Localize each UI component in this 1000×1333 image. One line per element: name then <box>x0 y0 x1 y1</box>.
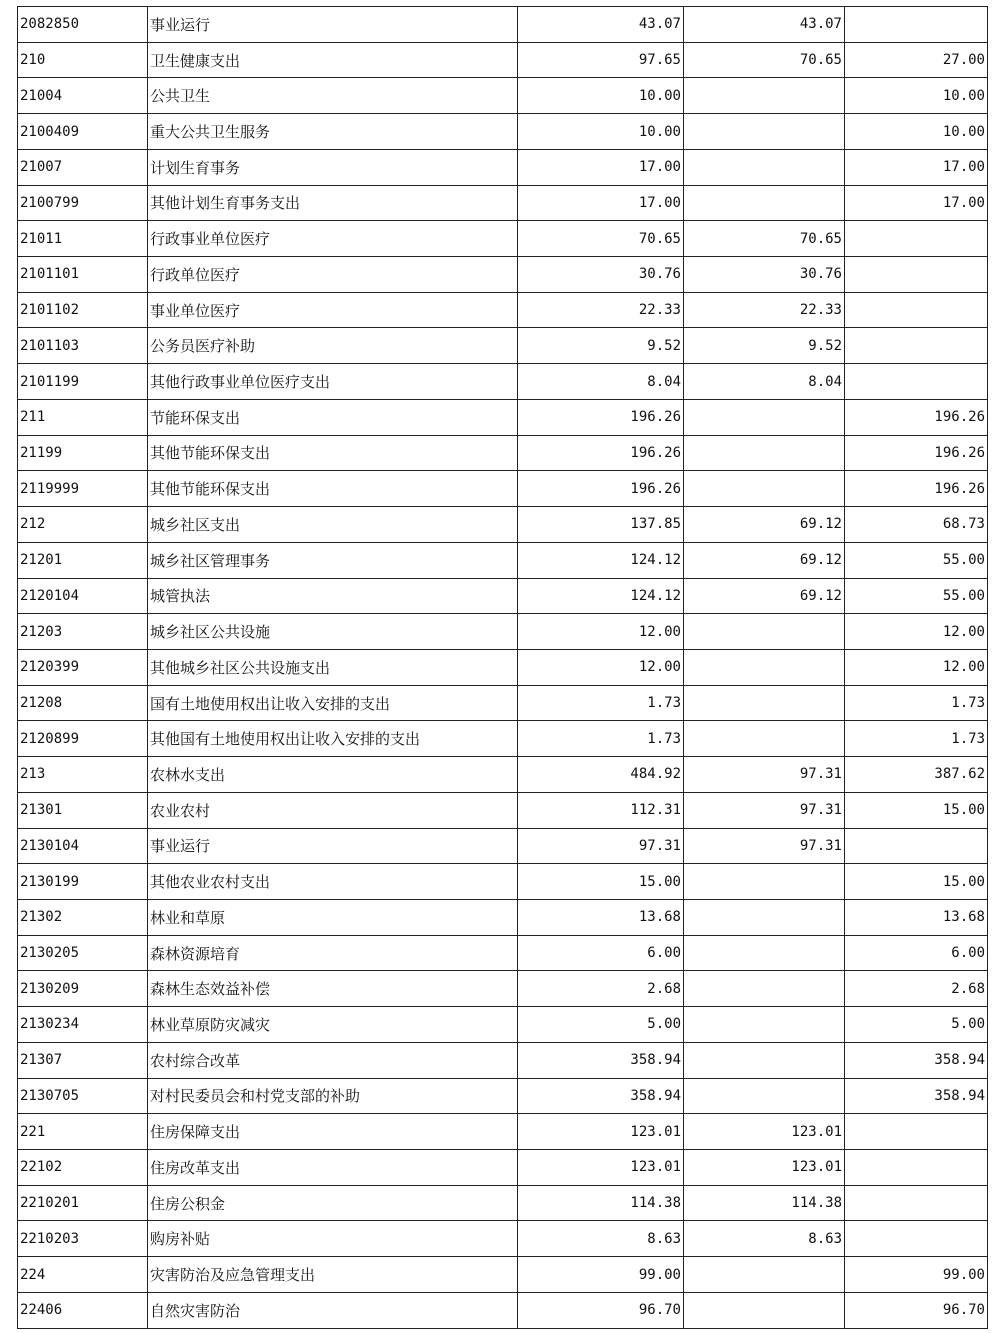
total-amount-cell: 10.00 <box>518 114 684 150</box>
subject-code-cell: 21004 <box>18 78 148 114</box>
subject-name-cell: 其他城乡社区公共设施支出 <box>148 649 518 685</box>
total-amount-cell: 124.12 <box>518 578 684 614</box>
project-expenditure-cell <box>845 1150 988 1186</box>
basic-expenditure-cell: 114.38 <box>684 1185 845 1221</box>
total-amount-cell: 17.00 <box>518 149 684 185</box>
subject-name-cell: 其他节能环保支出 <box>148 435 518 471</box>
basic-expenditure-cell: 8.04 <box>684 364 845 400</box>
total-amount-cell: 10.00 <box>518 78 684 114</box>
total-amount-cell: 43.07 <box>518 7 684 43</box>
basic-expenditure-cell <box>684 399 845 435</box>
subject-name-cell: 林业和草原 <box>148 899 518 935</box>
project-expenditure-cell: 2.68 <box>845 971 988 1007</box>
basic-expenditure-cell <box>684 149 845 185</box>
table-row <box>18 399 988 435</box>
basic-expenditure-cell: 97.31 <box>684 757 845 793</box>
total-amount-cell: 124.12 <box>518 542 684 578</box>
subject-name-cell: 林业草原防灾减灾 <box>148 1007 518 1043</box>
basic-expenditure-cell <box>684 471 845 507</box>
subject-code-cell: 21307 <box>18 1042 148 1078</box>
table-row <box>18 971 988 1007</box>
subject-name-cell: 其他节能环保支出 <box>148 471 518 507</box>
basic-expenditure-cell: 30.76 <box>684 257 845 293</box>
basic-expenditure-cell <box>684 1042 845 1078</box>
basic-expenditure-cell <box>684 78 845 114</box>
subject-name-cell: 对村民委员会和村党支部的补助 <box>148 1078 518 1114</box>
table-row <box>18 1114 988 1150</box>
project-expenditure-cell: 55.00 <box>845 578 988 614</box>
basic-expenditure-cell: 70.65 <box>684 42 845 78</box>
table-row <box>18 757 988 793</box>
project-expenditure-cell: 13.68 <box>845 899 988 935</box>
project-expenditure-cell <box>845 364 988 400</box>
project-expenditure-cell: 96.70 <box>845 1292 988 1328</box>
total-amount-cell: 99.00 <box>518 1257 684 1293</box>
project-expenditure-cell <box>845 828 988 864</box>
subject-name-cell: 农业农村 <box>148 792 518 828</box>
subject-name-cell: 其他农业农村支出 <box>148 864 518 900</box>
total-amount-cell: 112.31 <box>518 792 684 828</box>
subject-name-cell: 住房公积金 <box>148 1185 518 1221</box>
project-expenditure-cell: 17.00 <box>845 185 988 221</box>
table-row <box>18 685 988 721</box>
table-row <box>18 1007 988 1043</box>
subject-name-cell: 事业单位医疗 <box>148 292 518 328</box>
table-row <box>18 899 988 935</box>
basic-expenditure-cell: 43.07 <box>684 7 845 43</box>
total-amount-cell: 15.00 <box>518 864 684 900</box>
subject-code-cell: 2130104 <box>18 828 148 864</box>
basic-expenditure-cell <box>684 435 845 471</box>
subject-name-cell: 其他行政事业单位医疗支出 <box>148 364 518 400</box>
project-expenditure-cell <box>845 1221 988 1257</box>
subject-code-cell: 21201 <box>18 542 148 578</box>
subject-name-cell: 城乡社区管理事务 <box>148 542 518 578</box>
table-row <box>18 435 988 471</box>
table-row <box>18 364 988 400</box>
table-row <box>18 578 988 614</box>
basic-expenditure-cell: 69.12 <box>684 578 845 614</box>
table-row <box>18 614 988 650</box>
basic-expenditure-cell: 97.31 <box>684 792 845 828</box>
table-row <box>18 1150 988 1186</box>
table-row <box>18 1078 988 1114</box>
total-amount-cell: 484.92 <box>518 757 684 793</box>
table-row <box>18 1221 988 1257</box>
basic-expenditure-cell <box>684 185 845 221</box>
subject-code-cell: 2210201 <box>18 1185 148 1221</box>
table-row <box>18 721 988 757</box>
subject-name-cell: 事业运行 <box>148 828 518 864</box>
basic-expenditure-cell <box>684 114 845 150</box>
subject-code-cell: 21011 <box>18 221 148 257</box>
basic-expenditure-cell: 123.01 <box>684 1150 845 1186</box>
table-row <box>18 649 988 685</box>
subject-name-cell: 公共卫生 <box>148 78 518 114</box>
subject-name-cell: 灾害防治及应急管理支出 <box>148 1257 518 1293</box>
subject-code-cell: 2101103 <box>18 328 148 364</box>
subject-name-cell: 行政单位医疗 <box>148 257 518 293</box>
table-row <box>18 292 988 328</box>
subject-name-cell: 自然灾害防治 <box>148 1292 518 1328</box>
subject-name-cell: 城乡社区公共设施 <box>148 614 518 650</box>
table-row <box>18 149 988 185</box>
total-amount-cell: 17.00 <box>518 185 684 221</box>
project-expenditure-cell: 10.00 <box>845 78 988 114</box>
table-row <box>18 257 988 293</box>
subject-code-cell: 221 <box>18 1114 148 1150</box>
subject-code-cell: 210 <box>18 42 148 78</box>
project-expenditure-cell: 196.26 <box>845 399 988 435</box>
subject-name-cell: 城乡社区支出 <box>148 507 518 543</box>
basic-expenditure-cell: 69.12 <box>684 542 845 578</box>
project-expenditure-cell <box>845 328 988 364</box>
subject-code-cell: 2210203 <box>18 1221 148 1257</box>
project-expenditure-cell: 387.62 <box>845 757 988 793</box>
basic-expenditure-cell: 69.12 <box>684 507 845 543</box>
table-row <box>18 1185 988 1221</box>
table-row <box>18 1042 988 1078</box>
total-amount-cell: 1.73 <box>518 685 684 721</box>
project-expenditure-cell: 5.00 <box>845 1007 988 1043</box>
project-expenditure-cell: 196.26 <box>845 435 988 471</box>
total-amount-cell: 12.00 <box>518 649 684 685</box>
subject-code-cell: 2130234 <box>18 1007 148 1043</box>
project-expenditure-cell: 6.00 <box>845 935 988 971</box>
basic-expenditure-cell <box>684 1257 845 1293</box>
subject-code-cell: 212 <box>18 507 148 543</box>
project-expenditure-cell: 12.00 <box>845 614 988 650</box>
table-row <box>18 114 988 150</box>
subject-code-cell: 2101101 <box>18 257 148 293</box>
project-expenditure-cell: 12.00 <box>845 649 988 685</box>
total-amount-cell: 30.76 <box>518 257 684 293</box>
total-amount-cell: 123.01 <box>518 1150 684 1186</box>
subject-code-cell: 2100409 <box>18 114 148 150</box>
basic-expenditure-cell: 22.33 <box>684 292 845 328</box>
basic-expenditure-cell <box>684 935 845 971</box>
project-expenditure-cell: 55.00 <box>845 542 988 578</box>
subject-name-cell: 卫生健康支出 <box>148 42 518 78</box>
budget-expenditure-table <box>17 6 988 1329</box>
project-expenditure-cell: 15.00 <box>845 792 988 828</box>
basic-expenditure-cell: 70.65 <box>684 221 845 257</box>
subject-name-cell: 公务员医疗补助 <box>148 328 518 364</box>
subject-name-cell: 计划生育事务 <box>148 149 518 185</box>
basic-expenditure-cell <box>684 971 845 1007</box>
subject-code-cell: 22102 <box>18 1150 148 1186</box>
subject-name-cell: 住房改革支出 <box>148 1150 518 1186</box>
subject-name-cell: 国有土地使用权出让收入安排的支出 <box>148 685 518 721</box>
basic-expenditure-cell <box>684 1078 845 1114</box>
subject-code-cell: 224 <box>18 1257 148 1293</box>
project-expenditure-cell: 15.00 <box>845 864 988 900</box>
subject-code-cell: 21199 <box>18 435 148 471</box>
table-row <box>18 78 988 114</box>
total-amount-cell: 8.63 <box>518 1221 684 1257</box>
project-expenditure-cell: 358.94 <box>845 1042 988 1078</box>
total-amount-cell: 5.00 <box>518 1007 684 1043</box>
subject-code-cell: 2101102 <box>18 292 148 328</box>
table-row <box>18 935 988 971</box>
subject-code-cell: 2130205 <box>18 935 148 971</box>
subject-name-cell: 行政事业单位医疗 <box>148 221 518 257</box>
subject-code-cell: 21301 <box>18 792 148 828</box>
subject-code-cell: 21203 <box>18 614 148 650</box>
subject-code-cell: 211 <box>18 399 148 435</box>
table-row <box>18 864 988 900</box>
basic-expenditure-cell <box>684 649 845 685</box>
table-row <box>18 1257 988 1293</box>
subject-code-cell: 2120399 <box>18 649 148 685</box>
project-expenditure-cell <box>845 7 988 43</box>
subject-name-cell: 事业运行 <box>148 7 518 43</box>
total-amount-cell: 196.26 <box>518 471 684 507</box>
basic-expenditure-cell <box>684 614 845 650</box>
total-amount-cell: 8.04 <box>518 364 684 400</box>
table-row <box>18 328 988 364</box>
basic-expenditure-cell: 123.01 <box>684 1114 845 1150</box>
project-expenditure-cell: 27.00 <box>845 42 988 78</box>
subject-code-cell: 213 <box>18 757 148 793</box>
basic-expenditure-cell <box>684 1292 845 1328</box>
project-expenditure-cell: 99.00 <box>845 1257 988 1293</box>
project-expenditure-cell: 1.73 <box>845 685 988 721</box>
table-row <box>18 471 988 507</box>
basic-expenditure-cell <box>684 1007 845 1043</box>
project-expenditure-cell: 1.73 <box>845 721 988 757</box>
subject-name-cell: 节能环保支出 <box>148 399 518 435</box>
subject-code-cell: 21302 <box>18 899 148 935</box>
total-amount-cell: 137.85 <box>518 507 684 543</box>
project-expenditure-cell <box>845 1185 988 1221</box>
subject-name-cell: 重大公共卫生服务 <box>148 114 518 150</box>
total-amount-cell: 358.94 <box>518 1078 684 1114</box>
table-row <box>18 1292 988 1328</box>
table-body <box>18 7 988 1329</box>
total-amount-cell: 12.00 <box>518 614 684 650</box>
basic-expenditure-cell: 97.31 <box>684 828 845 864</box>
total-amount-cell: 1.73 <box>518 721 684 757</box>
total-amount-cell: 70.65 <box>518 221 684 257</box>
subject-name-cell: 森林资源培育 <box>148 935 518 971</box>
subject-name-cell: 其他计划生育事务支出 <box>148 185 518 221</box>
subject-name-cell: 住房保障支出 <box>148 1114 518 1150</box>
basic-expenditure-cell: 9.52 <box>684 328 845 364</box>
subject-code-cell: 2119999 <box>18 471 148 507</box>
total-amount-cell: 97.31 <box>518 828 684 864</box>
project-expenditure-cell <box>845 1114 988 1150</box>
subject-code-cell: 2130199 <box>18 864 148 900</box>
table-row <box>18 507 988 543</box>
total-amount-cell: 196.26 <box>518 435 684 471</box>
subject-code-cell: 2120104 <box>18 578 148 614</box>
table-row <box>18 42 988 78</box>
subject-name-cell: 农村综合改革 <box>148 1042 518 1078</box>
basic-expenditure-cell <box>684 864 845 900</box>
subject-name-cell: 购房补贴 <box>148 1221 518 1257</box>
subject-name-cell: 城管执法 <box>148 578 518 614</box>
total-amount-cell: 97.65 <box>518 42 684 78</box>
project-expenditure-cell <box>845 221 988 257</box>
table-row <box>18 221 988 257</box>
subject-code-cell: 2082850 <box>18 7 148 43</box>
basic-expenditure-cell <box>684 721 845 757</box>
subject-code-cell: 2130705 <box>18 1078 148 1114</box>
project-expenditure-cell: 196.26 <box>845 471 988 507</box>
total-amount-cell: 2.68 <box>518 971 684 1007</box>
table-row <box>18 542 988 578</box>
total-amount-cell: 358.94 <box>518 1042 684 1078</box>
project-expenditure-cell <box>845 257 988 293</box>
total-amount-cell: 114.38 <box>518 1185 684 1221</box>
subject-code-cell: 2130209 <box>18 971 148 1007</box>
table-row <box>18 792 988 828</box>
basic-expenditure-cell: 8.63 <box>684 1221 845 1257</box>
project-expenditure-cell <box>845 292 988 328</box>
project-expenditure-cell: 17.00 <box>845 149 988 185</box>
basic-expenditure-cell <box>684 685 845 721</box>
total-amount-cell: 13.68 <box>518 899 684 935</box>
subject-name-cell: 其他国有土地使用权出让收入安排的支出 <box>148 721 518 757</box>
subject-code-cell: 2120899 <box>18 721 148 757</box>
project-expenditure-cell: 358.94 <box>845 1078 988 1114</box>
subject-code-cell: 21007 <box>18 149 148 185</box>
subject-code-cell: 2100799 <box>18 185 148 221</box>
total-amount-cell: 22.33 <box>518 292 684 328</box>
table-row <box>18 828 988 864</box>
subject-code-cell: 21208 <box>18 685 148 721</box>
basic-expenditure-cell <box>684 899 845 935</box>
total-amount-cell: 9.52 <box>518 328 684 364</box>
total-amount-cell: 196.26 <box>518 399 684 435</box>
project-expenditure-cell: 10.00 <box>845 114 988 150</box>
total-amount-cell: 96.70 <box>518 1292 684 1328</box>
table-row <box>18 7 988 43</box>
subject-code-cell: 2101199 <box>18 364 148 400</box>
project-expenditure-cell: 68.73 <box>845 507 988 543</box>
subject-name-cell: 森林生态效益补偿 <box>148 971 518 1007</box>
subject-code-cell: 22406 <box>18 1292 148 1328</box>
subject-name-cell: 农林水支出 <box>148 757 518 793</box>
total-amount-cell: 123.01 <box>518 1114 684 1150</box>
table-row <box>18 185 988 221</box>
total-amount-cell: 6.00 <box>518 935 684 971</box>
